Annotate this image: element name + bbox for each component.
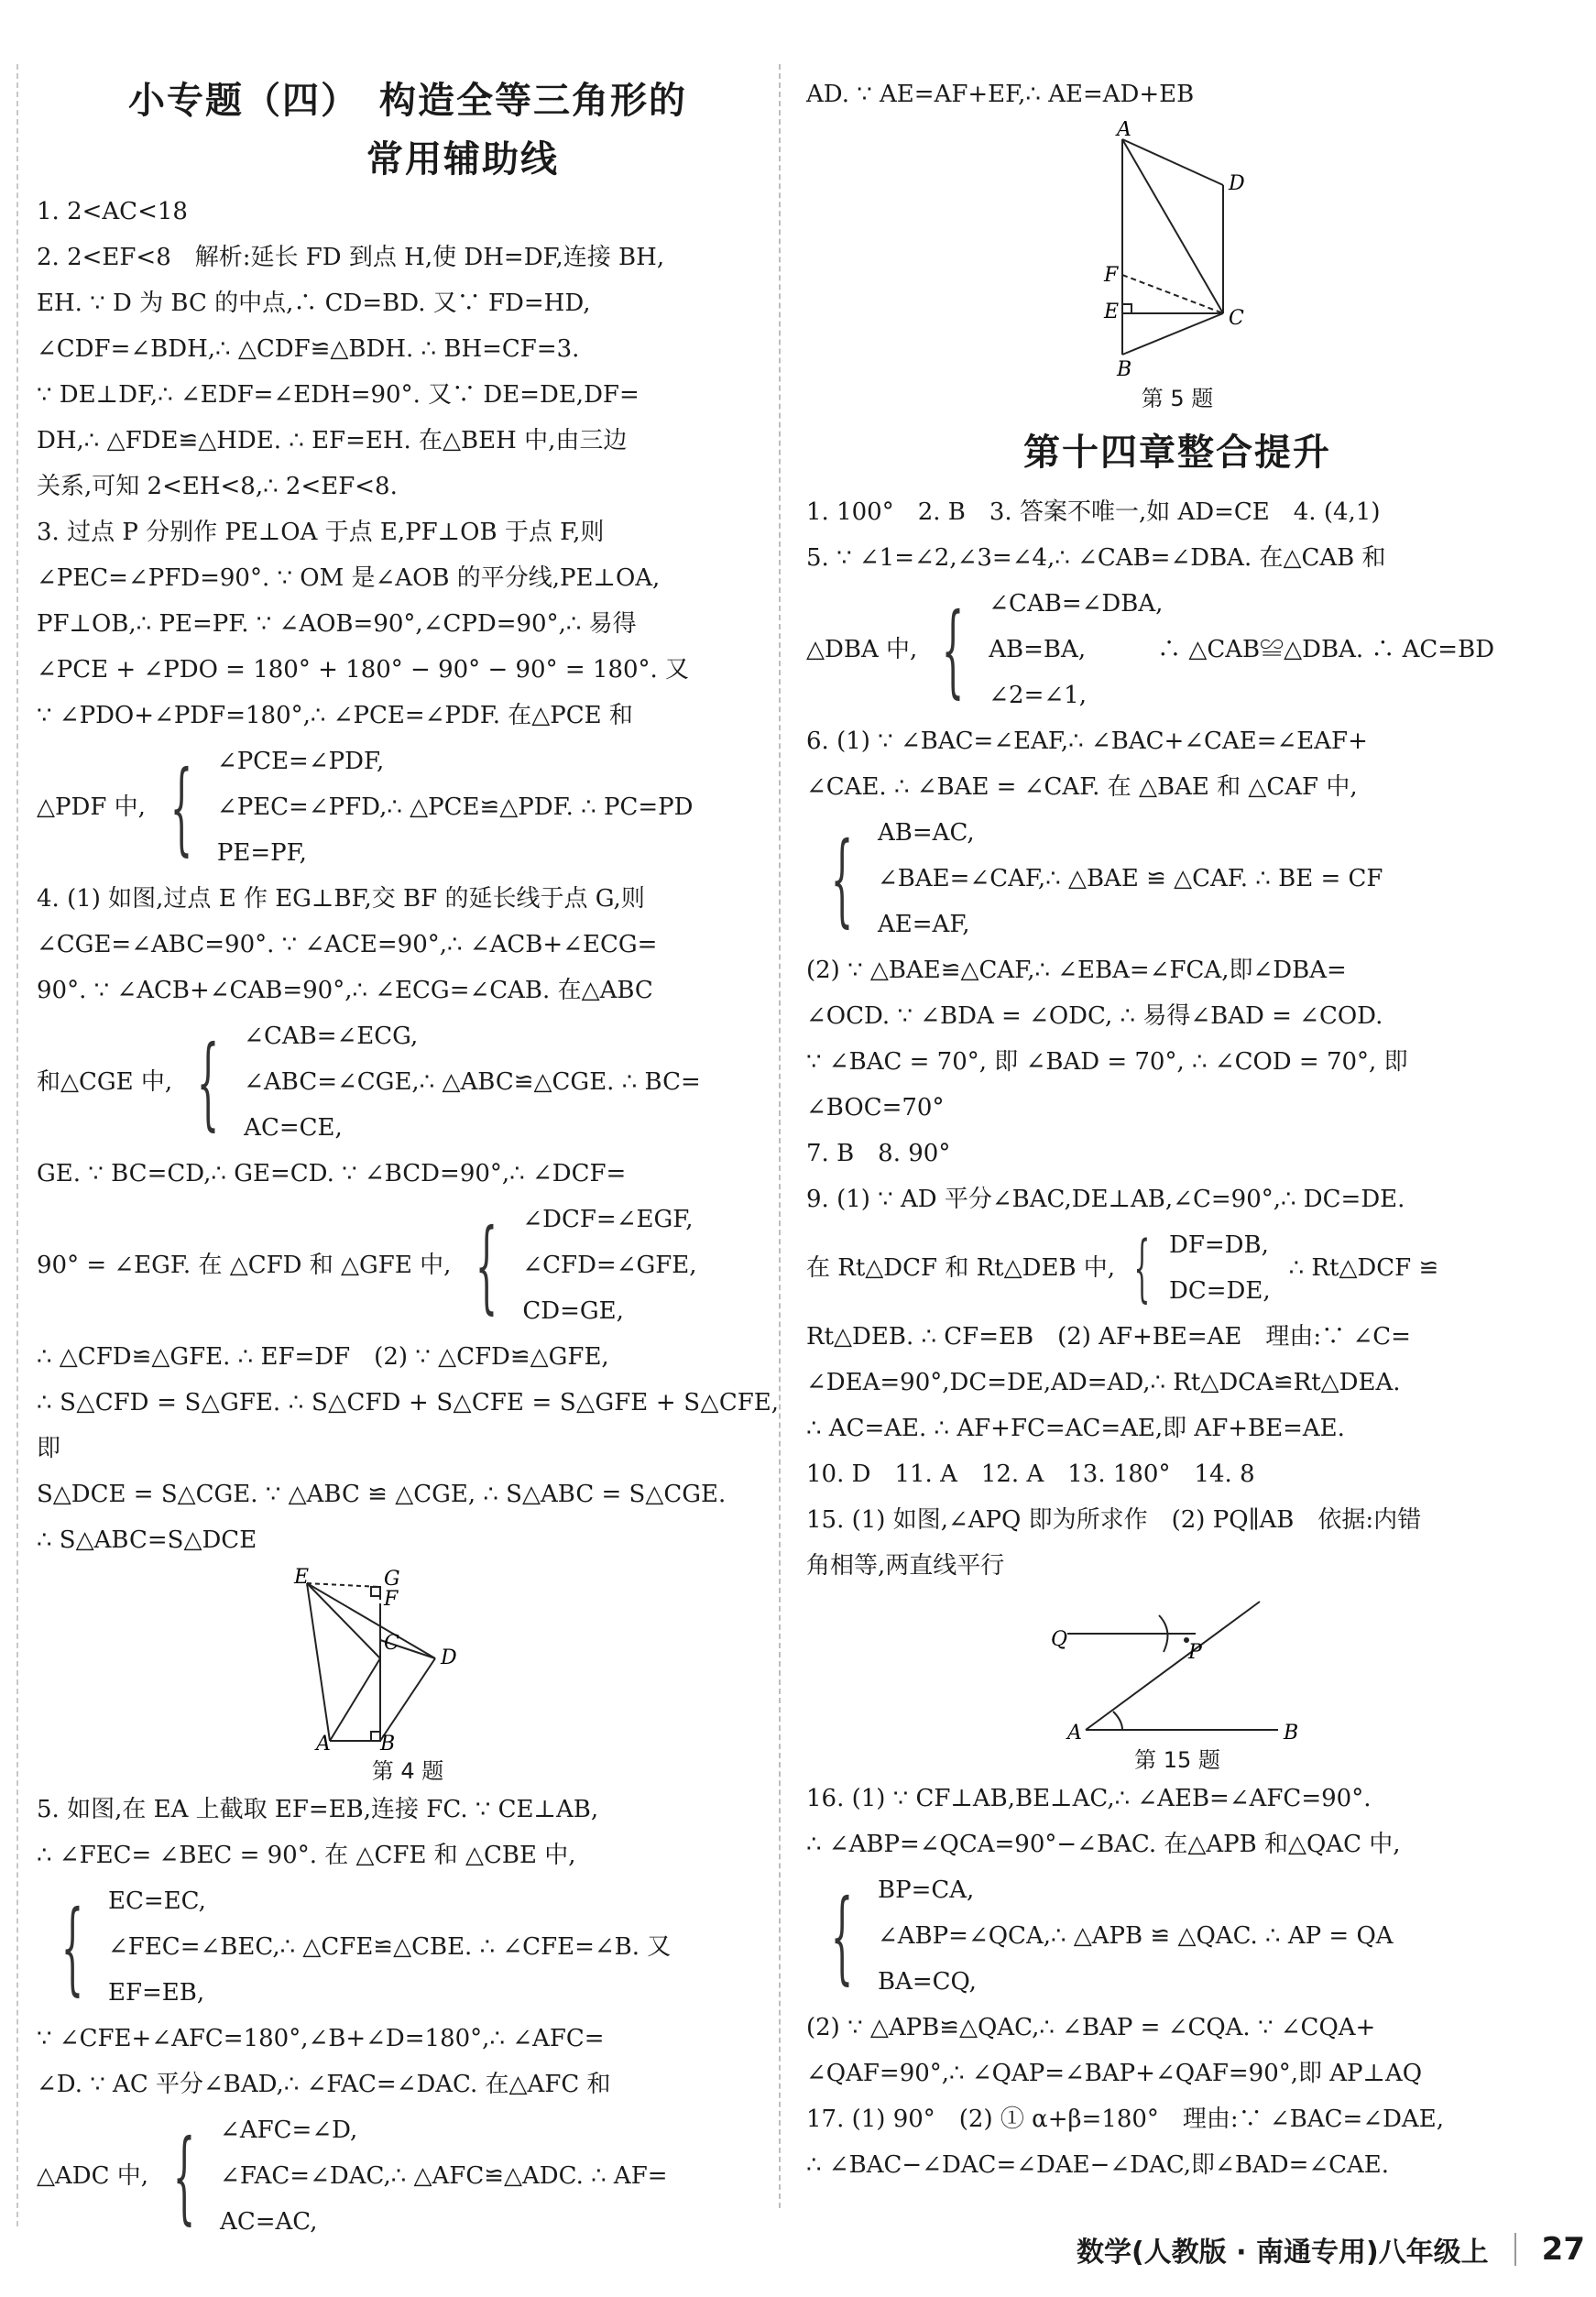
text-line: AD. ∵ AE=AF+EF,∴ AE=AD+EB [806,81,1195,108]
label-C: C [384,1632,399,1655]
figure-5-caption: 第 5 题 [1141,386,1214,411]
figure-15 [1049,1592,1306,1739]
margin-rule [16,64,18,2226]
text-line: ∴ ∠FEC= ∠BEC = 90°. 在 △CFE 和 △CBE 中, [37,1842,576,1869]
equation-system [806,1222,1548,1314]
text-line: Rt△DEB. ∴ CF=EB (2) AF+BE=AE 理由:∵ ∠C= [806,1323,1411,1351]
label-A: A [1067,1722,1082,1739]
text-line: 关系,可知 2<EH<8,∴ 2<EF<8. [37,473,398,500]
label-B: B [380,1733,396,1750]
system-line: PE=PF, [216,839,307,867]
system-line: ∠ABP=∠QCA,∴ △APB ≌ △QAC. ∴ AP = QA [878,1922,1394,1950]
brace-glyph: { [476,1207,498,1324]
text-line: 3. 过点 P 分别作 PE⊥OA 于点 E,PF⊥OB 于点 F,则 [37,519,605,546]
equation-system [806,1867,1548,2005]
brace-glyph: { [830,820,854,937]
text-line: 7. B 8. 90° [806,1140,951,1167]
label-B: B [1117,358,1132,377]
figure-5 [1086,121,1269,377]
system-prefix: 90° = ∠EGF. 在 △CFD 和 △GFE 中, [37,1252,452,1279]
footer-separator [1514,2233,1516,2266]
text-line: ∠PEC=∠PFD=90°. ∵ OM 是∠AOB 的平分线,PE⊥OA, [37,564,661,592]
text-line: (2) ∵ △APB≌△QAC,∴ ∠BAP = ∠CQA. ∵ ∠CQA+ [806,2014,1376,2041]
text-line: ∴ AC=AE. ∴ AF+FC=AC=AE,即 AF+BE=AE. [806,1415,1345,1442]
system-line: ∠BAE=∠CAF,∴ △BAE ≌ △CAF. ∴ BE = CF [878,865,1383,892]
text-line: 90°. ∵ ∠ACB+∠CAB=90°,∴ ∠ECG=∠CAB. 在△ABC [37,977,653,1004]
label-Q: Q [1051,1628,1068,1651]
system-line: CD=GE, [522,1297,624,1325]
label-E: E [294,1567,310,1589]
label-G: G [384,1568,400,1591]
figure-15-caption: 第 15 题 [1134,1747,1220,1773]
text-line: ∵ ∠PDO+∠PDF=180°,∴ ∠PCE=∠PDF. 在△PCE 和 [37,702,633,729]
equation-system [806,581,1548,718]
text-line: 16. (1) ∵ CF⊥AB,BE⊥AC,∴ ∠AEB=∠AFC=90°. [806,1785,1372,1812]
brace-glyph: { [169,749,193,866]
brace-glyph: { [60,1888,84,2006]
text-line: ∴ ∠BAC−∠DAC=∠DAE−∠DAC,即∠BAD=∠CAE. [806,2151,1390,2179]
figure-4 [289,1567,527,1750]
text-line: ∴ ∠ABP=∠QCA=90°−∠BAC. 在△APB 和△QAC 中, [806,1831,1401,1858]
chapter-title: 第十四章整合提升 [1023,432,1331,474]
brace-glyph: { [172,2117,196,2235]
system-line: ∠ABC=∠CGE,∴ △ABC≌△CGE. ∴ BC= [244,1068,701,1096]
figure-5-diagram [1086,121,1269,377]
text-line: 15. (1) 如图,∠APQ 即为所求作 (2) PQ∥AB 依据:内错 [806,1506,1422,1534]
label-P: P [1188,1641,1202,1664]
system-line: EF=EB, [108,1979,205,2007]
system-line: ∠FAC=∠DAC,∴ △AFC≌△ADC. ∴ AF= [220,2162,668,2190]
system-prefix: △PDF 中, [37,793,146,821]
text-line: 1. 100° 2. B 3. 答案不唯一,如 AD=CE 4. (4,1) [806,498,1381,526]
figure-15-diagram [1049,1592,1306,1739]
equation-system [806,810,1548,947]
text-line: ∠CDF=∠BDH,∴ △CDF≌△BDH. ∴ BH=CF=3. [37,335,580,363]
text-line: DH,∴ △FDE≌△HDE. ∴ EF=EH. 在△BEH 中,由三边 [37,427,628,454]
system-line: ∠PEC=∠PFD,∴ △PCE≌△PDF. ∴ PC=PD [216,793,694,821]
text-line: ∵ DE⊥DF,∴ ∠EDF=∠EDH=90°. 又∵ DE=DE,DF= [37,381,639,409]
system-suffix: ∴ Rt△DCF ≌ [1288,1254,1439,1282]
label-F: F [384,1588,399,1611]
brace-glyph: { [1133,1225,1151,1310]
page-footer [980,2222,1585,2277]
text-line: 5. ∵ ∠1=∠2,∠3=∠4,∴ ∠CAB=∠DBA. 在△CAB 和 [806,544,1386,572]
text-line: PF⊥OB,∴ PE=PF. ∵ ∠AOB=90°,∠CPD=90°,∴ 易得 [37,610,637,638]
label-C: C [1229,307,1244,330]
text-line: ∠PCE + ∠PDO = 180° + 180° − 90° − 90° = 180°. 又 [37,656,690,684]
column-divider [779,64,782,2208]
equation-system [37,1197,779,1334]
text-line: 4. (1) 如图,过点 E 作 EG⊥BF,交 BF 的延长线于点 G,则 [37,885,645,913]
text-line: 角相等,两直线平行 [806,1552,1005,1580]
text-line: 5. 如图,在 EA 上截取 EF=EB,连接 FC. ∵ CE⊥AB, [37,1796,599,1823]
text-line: 17. (1) 90° (2) ① α+β=180° 理由:∵ ∠BAC=∠DAE, [806,2106,1444,2133]
book-title: 数学(人教版 · 南通专用)八年级上 [1076,2237,1489,2269]
label-B: B [1284,1722,1299,1739]
text-line: ∵ ∠BAC = 70°, 即 ∠BAD = 70°, ∴ ∠COD = 70°, 即 [806,1048,1408,1076]
figure-4-caption: 第 4 题 [371,1758,444,1784]
system-line: BP=CA, [878,1876,975,1904]
system-line: DF=DB, [1168,1231,1269,1259]
system-line: ∠PCE=∠PDF, [216,748,385,775]
text-line: ∠CGE=∠ABC=90°. ∵ ∠ACE=90°,∴ ∠ACB+∠ECG= [37,931,658,958]
brace-glyph: { [942,591,965,708]
system-line: DC=DE, [1168,1277,1271,1305]
text-line: ∠D. ∵ AC 平分∠BAD,∴ ∠FAC=∠DAC. 在△AFC 和 [37,2071,611,2098]
equation-system [37,1878,779,2016]
label-F: F [1104,264,1119,287]
text-line: ∴ S△ABC=S△DCE [37,1526,257,1554]
section-title: 小专题（四） 构造全等三角形的 [128,80,687,122]
text-line: GE. ∵ BC=CD,∴ GE=CD. ∵ ∠BCD=90°,∴ ∠DCF= [37,1160,627,1187]
text-line: EH. ∵ D 为 BC 的中点,∴ CD=BD. 又∵ FD=HD, [37,290,591,317]
section-title-line2: 常用辅助线 [366,138,559,180]
system-prefix: 和△CGE 中, [37,1068,173,1096]
text-line: ∠CAE. ∴ ∠BAE = ∠CAF. 在 △BAE 和 △CAF 中, [806,773,1358,801]
answers-block-1 [37,189,779,738]
text-line: 10. D 11. A 12. A 13. 180° 14. 8 [806,1460,1255,1488]
system-line: ∠DCF=∠EGF, [522,1206,694,1233]
text-line: ∴ S△CFD = S△GFE. ∴ S△CFD + S△CFE = S△GFE + S△CFE,即 [37,1389,779,1462]
text-line: ∠QAF=90°,∴ ∠QAP=∠BAP+∠QAF=90°,即 AP⊥AQ [806,2060,1423,2087]
system-line: AC=CE, [244,1114,343,1142]
text-line: S△DCE = S△CGE. ∵ △ABC ≌ △CGE, ∴ S△ABC = S△CGE. [37,1481,727,1508]
text-line: 1. 2<AC<18 [37,198,188,225]
page-number: 27 [1541,2231,1585,2268]
text-line: ∠BOC=70° [806,1094,945,1121]
text-line: 2. 2<EF<8 解析:延长 FD 到点 H,使 DH=DF,连接 BH, [37,244,665,271]
text-line: ∴ △CFD≌△GFE. ∴ EF=DF (2) ∵ △CFD≌△GFE, [37,1343,609,1371]
system-line: AC=AC, [220,2208,318,2236]
label-D: D [441,1646,457,1669]
system-line: EC=EC, [108,1887,206,1915]
label-E: E [1104,301,1120,323]
text-line: ∠DEA=90°,DC=DE,AD=AD,∴ Rt△DCA≌Rt△DEA. [806,1369,1401,1396]
text-line: ∵ ∠CFE+∠AFC=180°,∠B+∠D=180°,∴ ∠AFC= [37,2025,605,2052]
system-line: ∠AFC=∠D, [220,2117,358,2144]
brace-glyph: { [830,1877,854,1995]
equation-system [37,2107,779,2245]
system-line: ∠CAB=∠DBA, [989,590,1164,618]
left-column [37,71,779,2245]
system-line: ∠FEC=∠BEC,∴ △CFE≌△CBE. ∴ ∠CFE=∠B. 又 [108,1933,672,1961]
system-line: BA=CQ, [878,1968,977,1996]
right-column [806,71,1548,2188]
equation-system [37,738,779,876]
text-line: ∠OCD. ∵ ∠BDA = ∠ODC, ∴ 易得∠BAD = ∠COD. [806,1002,1383,1030]
label-A: A [316,1733,331,1750]
text-line: 9. (1) ∵ AD 平分∠BAC,DE⊥AB,∠C=90°,∴ DC=DE. [806,1186,1405,1213]
label-A: A [1117,121,1131,141]
system-prefix: △ADC 中, [37,2162,149,2190]
system-prefix: 在 Rt△DCF 和 Rt△DEB 中, [806,1254,1116,1282]
equation-system [37,1013,779,1151]
system-line: ∠CFD=∠GFE, [522,1252,697,1279]
system-line: AB=AC, [878,819,975,847]
system-line: AE=AF, [878,911,970,938]
label-D: D [1229,172,1245,195]
figure-4-diagram [289,1567,527,1750]
system-prefix: △DBA 中, [806,636,918,663]
text-line: (2) ∵ △BAE≌△CAF,∴ ∠EBA=∠FCA,即∠DBA= [806,957,1347,984]
system-line: AB=BA, ∴ △CAB≌△DBA. ∴ AC=BD [989,636,1495,663]
system-line: ∠CAB=∠ECG, [244,1023,419,1050]
system-line: ∠2=∠1, [989,682,1087,709]
brace-glyph: { [196,1023,220,1141]
text-line: 6. (1) ∵ ∠BAC=∠EAF,∴ ∠BAC+∠CAE=∠EAF+ [806,727,1368,755]
